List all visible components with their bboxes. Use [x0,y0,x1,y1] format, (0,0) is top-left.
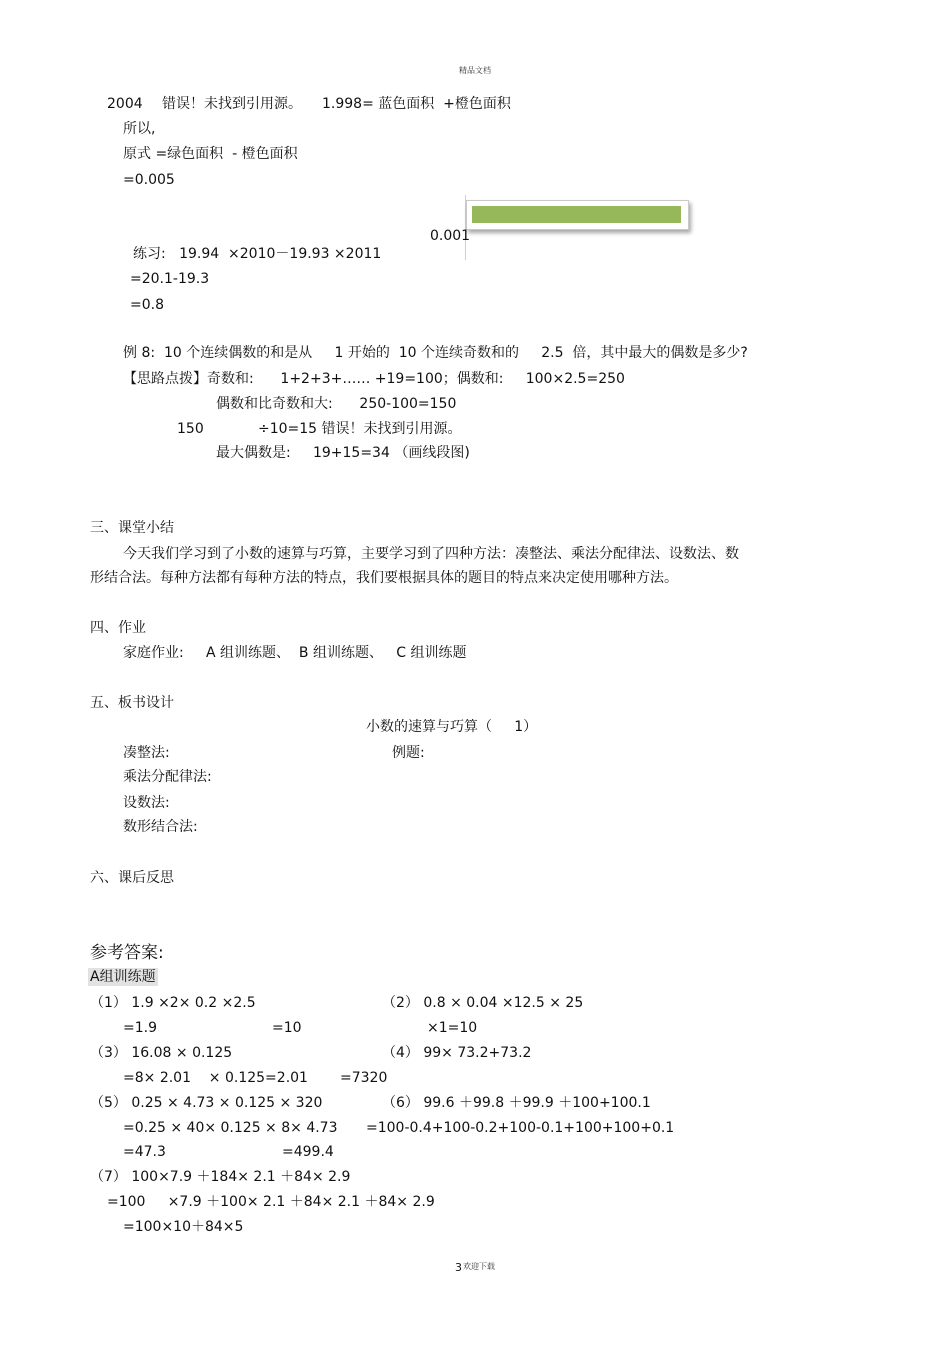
reflection-title: 六、课后反思 [90,870,174,886]
hint-difference: 偶数和比奇数和大: 250-100=150 [216,396,457,412]
answer-6b: =499.4 [282,1144,334,1160]
question-1: （1） 1.9 ×2× 0.2 ×2.5 [90,995,256,1011]
board-item-geometric: 数形结合法: [123,819,198,835]
answer-1b: =10 [272,1020,302,1036]
board-item-substitution: 设数法: [123,795,170,811]
area-diagram-bar [466,200,689,230]
question-2: （2） 0.8 × 0.04 ×12.5 × 25 [382,995,584,1011]
question-7: （7） 100×7.9 ＋184× 2.1 ＋84× 2.9 [90,1169,351,1185]
diagram-label-0001: 0.001 [430,228,471,244]
answer-2a: ×1=10 [427,1020,478,1036]
answer-4a: =7320 [340,1070,388,1086]
original-equation: 原式 =绿色面积 - 橙色面积 [123,146,298,162]
ref-error-text: 错误！未找到引用源。 [162,96,302,112]
line-2004: 2004 [107,96,143,112]
practice-step2: =0.8 [130,297,164,313]
homework-text: 家庭作业: A 组训练题、 B 组训练题、 C 组训练题 [123,645,467,661]
board-example-label: 例题: [392,745,425,761]
answer-5b: =47.3 [123,1144,166,1160]
hint-division: ÷10=15 错误！未找到引用源。 [258,421,462,437]
answer-5a: =0.25 × 40× 0.125 × 8× 4.73 [123,1120,338,1136]
answer-7b: =100×10＋84×5 [123,1219,244,1235]
area-equation: 1.998= 蓝色面积 +橙色面积 [322,96,511,112]
practice-step1: =20.1-19.3 [130,271,210,287]
result-0005: =0.005 [123,172,175,188]
practice-line: 练习: 19.94 ×2010－19.93 ×2011 [133,246,382,262]
page-number: 3 [455,1261,462,1274]
example8-question: 例 8: 10 个连续偶数的和是从 1 开始的 10 个连续奇数和的 2.5 倍，其中最大的偶数是多少? [123,345,748,361]
answer-1a: =1.9 [123,1020,157,1036]
hint-max-even: 最大偶数是: 19+15=34 （画线段图) [216,445,470,461]
so-text: 所以, [123,121,156,137]
answer-3a: =8× 2.01 × 0.125=2.01 [123,1070,308,1086]
summary-paragraph-2: 形结合法。每种方法都有每种方法的特点，我们要根据具体的题目的特点来决定使用哪种方法。 [90,570,678,586]
footer-note: 欢迎下载 [463,1262,495,1271]
board-title: 五、板书设计 [90,695,174,711]
summary-title: 三、课堂小结 [90,520,174,536]
green-area-fill [472,206,681,223]
question-3: （3） 16.08 × 0.125 [90,1045,233,1061]
group-a-label: A组训练题 [90,969,156,985]
header-note: 精品文档 [459,66,491,75]
answers-title: 参考答案: [90,943,164,963]
hint-line: 【思路点拨】奇数和: 1+2+3+…… +19=100；偶数和: 100×2.5=250 [123,371,625,387]
board-item-distributive: 乘法分配律法: [123,769,212,785]
question-4: （4） 99× 73.2+73.2 [382,1045,532,1061]
answer-7a: =100 ×7.9 ＋100× 2.1 ＋84× 2.1 ＋84× 2.9 [107,1194,435,1210]
question-5: （5） 0.25 × 4.73 × 0.125 × 320 [90,1095,323,1111]
answer-6a: =100-0.4+100-0.2+100-0.1+100+100+0.1 [366,1120,675,1136]
summary-paragraph-1: 今天我们学习到了小数的速算与巧算，主要学习到了四种方法：凑整法、乘法分配律法、设数法、数 [123,546,739,562]
homework-title: 四、作业 [90,620,146,636]
board-item-rounding: 凑整法: [123,745,170,761]
hint-150: 150 [177,421,204,437]
question-6: （6） 99.6 ＋99.8 ＋99.9 ＋100+100.1 [382,1095,651,1111]
board-heading: 小数的速算与巧算（ 1） [366,719,538,735]
